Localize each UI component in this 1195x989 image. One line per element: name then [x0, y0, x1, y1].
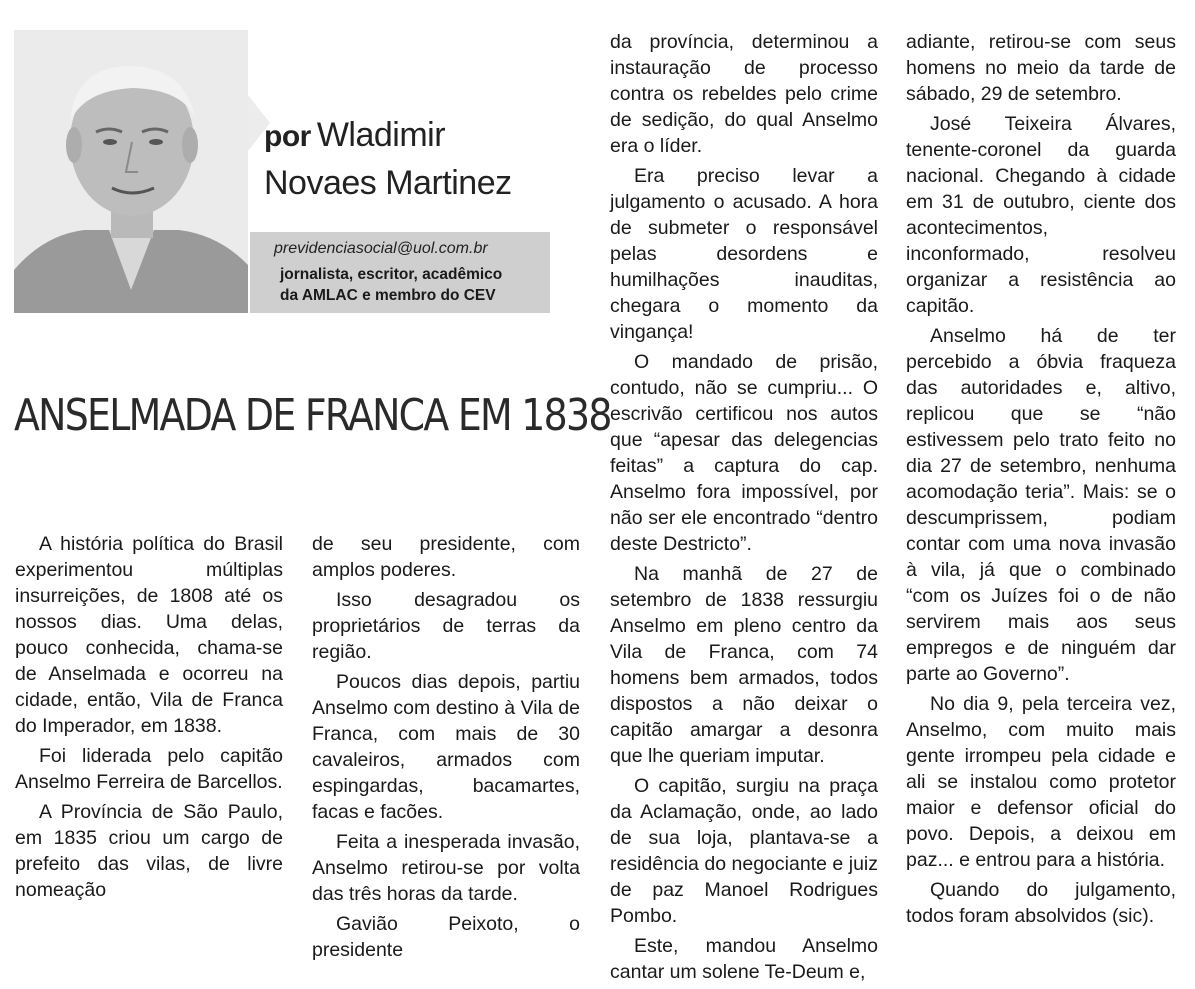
author-name-line2: Novaes Martinez — [264, 164, 512, 202]
byline-prefix: por — [264, 120, 311, 153]
article-column-3 — [610, 29, 878, 989]
author-email: previdenciasocial@uol.com.br — [274, 240, 488, 257]
author-portrait-image — [14, 30, 248, 313]
paragraph: Poucos dias depois, partiu Anselmo com destino à Vila de Franca, com mais de 30 cavaleiros, armados com espingardas, bacamartes, facas e facões. — [312, 671, 580, 823]
article-headline: ANSELMADA DE FRANCA EM 1838 — [14, 390, 611, 441]
paragraph: adiante, retirou-se com seus homens no meio da tarde de sábado, 29 de setembro. — [906, 31, 1176, 105]
author-bio-line2: da AMLAC e membro do CEV — [280, 287, 496, 304]
author-bio — [274, 264, 540, 306]
article-column-1 — [15, 531, 283, 907]
paragraph: Era preciso levar a julgamento o acusado. A hora de submeter o responsável pelas desordens e humilhações inauditas, chegara o momento da vingança! — [610, 165, 878, 343]
paragraph: Este, mandou Anselmo cantar um solene Te-Deum e, — [610, 935, 878, 983]
author-bio-line1: jornalista, escritor, acadêmico — [280, 266, 503, 283]
author-byline — [264, 112, 564, 206]
paragraph: A Província de São Paulo, em 1835 criou um cargo de prefeito das vilas, de livre nomeação — [15, 801, 283, 901]
author-photo — [14, 30, 248, 313]
paragraph: Gavião Peixoto, o presidente — [312, 913, 580, 961]
paragraph: No dia 9, pela terceira vez, Anselmo, com muito mais gente irrompeu pela cidade e ali se instalou como protetor maior e defensor oficial do povo. Depois, a deixou em paz... e entrou para a história. — [906, 693, 1176, 871]
paragraph: de seu presidente, com amplos poderes. — [312, 533, 580, 581]
paragraph: Foi liderada pelo capitão Anselmo Ferreira de Barcellos. — [15, 745, 283, 793]
paragraph: Na manhã de 27 de setembro de 1838 ressurgiu Anselmo em pleno centro da Vila de Franca, com 74 homens bem armados, todos dispostos a não deixar o capitão amargar a desonra que lhe queriam imputar. — [610, 563, 878, 767]
paragraph: O capitão, surgiu na praça da Aclamação, onde, ao lado de sua loja, plantava-se a residência do negociante e juiz de paz Manoel Rodrigues Pombo. — [610, 775, 878, 927]
paragraph: A história política do Brasil experimentou múltiplas insurreições, de 1808 até os nossos dias. Uma delas, pouco conhecida, chama-se de Anselmada e ocorreu na cidade, então, Vila de Franca do Imperador, em 1838. — [15, 533, 283, 737]
author-info-box — [250, 232, 550, 313]
article-column-4 — [906, 29, 1176, 933]
paragraph: da província, determinou a instauração de processo contra os rebeldes pelo crime de sedição, do qual Anselmo era o líder. — [610, 31, 878, 157]
paragraph: Anselmo há de ter percebido a óbvia fraqueza das autoridades e, altivo, replicou que se “não estivessem pelo trato feito no dia 27 de setembro, nenhuma acomodação teria”. Mais: se o descumprissem, podiam contar com uma nova invasão à vila, já que o combinado “com os Juízes foi o de não servirem mais aos seus empregos e de ninguém dar parte ao Governo”. — [906, 325, 1176, 685]
paragraph: Isso desagradou os proprietários de terras da região. — [312, 589, 580, 663]
paragraph: Quando do julgamento, todos foram absolvidos (sic). — [906, 879, 1176, 927]
paragraph: O mandado de prisão, contudo, não se cumpriu... O escrivão certificou nos autos que “apesar das delegencias feitas” a captura do cap. Anselmo fora impossível, por não ser ele encontrado “dentro deste Destricto”. — [610, 351, 878, 555]
author-name-line1: Wladimir — [316, 116, 446, 154]
paragraph: Feita a inesperada invasão, Anselmo retirou-se por volta das três horas da tarde. — [312, 831, 580, 905]
article-column-2 — [312, 531, 580, 967]
paragraph: José Teixeira Álvares, tenente-coronel da guarda nacional. Chegando à cidade em 31 de outubro, ciente dos acontecimentos, inconformado, resolveu organizar a resistência ao capitão. — [906, 113, 1176, 317]
